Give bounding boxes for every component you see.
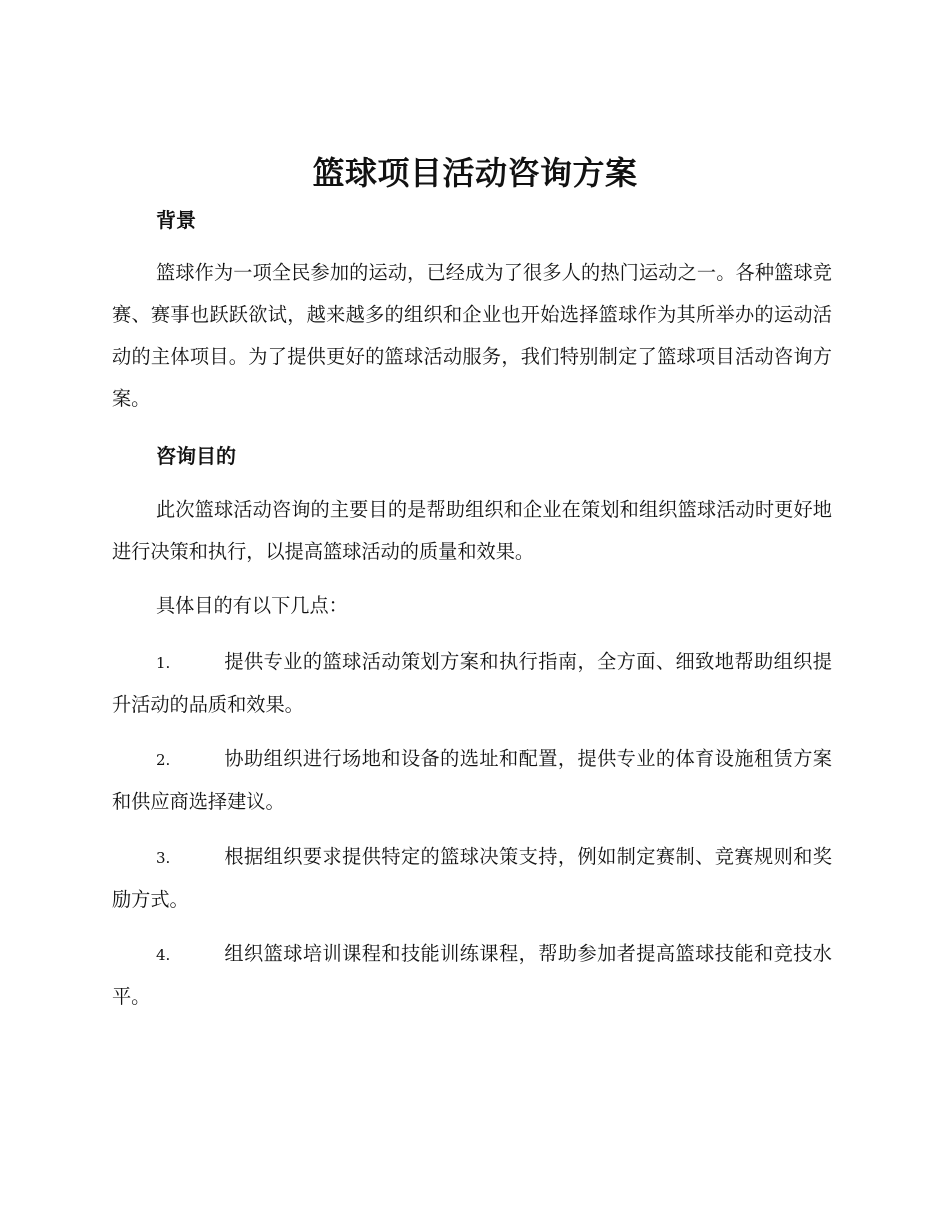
section-heading-background: 背景: [156, 208, 196, 232]
paragraph-list-intro: 具体目的有以下几点：: [156, 594, 348, 617]
document-title: 篮球项目活动咨询方案: [312, 154, 638, 192]
section-heading-purpose: 咨询目的: [156, 444, 236, 468]
list-item: [112, 933, 832, 1018]
list-item-number: 1.: [156, 654, 171, 672]
list-item-number: 3.: [156, 849, 171, 867]
list-item-text: 协助组织进行场地和设备的选址和配置，提供专业的体育设施租赁方案和供应商选择建议。: [112, 747, 832, 813]
list-item-number: 4.: [156, 946, 171, 964]
list-item: [112, 738, 832, 823]
list-item-number: 2.: [156, 751, 171, 769]
list-item: [112, 641, 832, 726]
list-item-text: 提供专业的篮球活动策划方案和执行指南，全方面、细致地帮助组织提升活动的品质和效果。: [112, 650, 832, 716]
paragraph-purpose: 此次篮球活动咨询的主要目的是帮助组织和企业在策划和组织篮球活动时更好地进行决策和执行，以提高篮球活动的质量和效果。: [112, 498, 832, 563]
list-item: [112, 836, 832, 921]
list-item-text: 根据组织要求提供特定的篮球决策支持，例如制定赛制、竞赛规则和奖励方式。: [112, 845, 832, 911]
list-item-text: 组织篮球培训课程和技能训练课程，帮助参加者提高篮球技能和竞技水平。: [112, 942, 832, 1008]
paragraph-background: 篮球作为一项全民参加的运动，已经成为了很多人的热门运动之一。各种篮球竞赛、赛事也跃跃欲试，越来越多的组织和企业也开始选择篮球作为其所举办的运动活动的主体项目。为了提供更好的篮球活动服务，我们特别制定了篮球项目活动咨询方案。: [112, 261, 832, 410]
